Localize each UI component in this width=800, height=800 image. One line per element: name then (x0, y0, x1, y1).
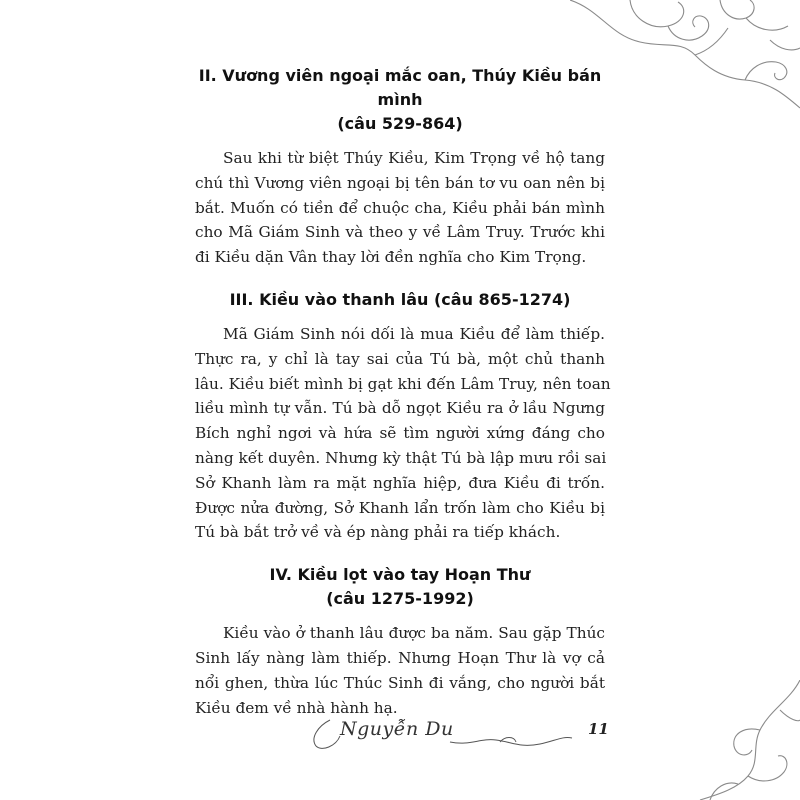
paragraph-line: Thực ra, y chỉ là tay sai của Tú bà, một chủ thanh (195, 349, 605, 368)
page-content (195, 64, 611, 720)
paragraph-line: cho Mã Giám Sinh và theo y về Lâm Truy. Trước khi (195, 223, 605, 242)
paragraph-line: Kiều vào ở thanh lâu được ba năm. Sau gặp Thúc (223, 624, 605, 643)
heading-line: II. Vương viên ngoại mắc oan, Thúy Kiều bán mình (198, 66, 602, 109)
paragraph-line: đi Kiều dặn Vân thay lời đền nghĩa cho Kim Trọng. (195, 248, 587, 267)
section-paragraph (195, 322, 611, 545)
heading-line: (câu 529-864) (337, 114, 463, 133)
paragraph-line: lâu. Kiều biết mình bị gạt khi đến Lâm Truy, nên toan (195, 374, 611, 393)
page-number: 11 (588, 720, 609, 738)
heading-line: IV. Kiều lọt vào tay Hoạn Thư (269, 565, 531, 585)
paragraph-line: liều mình tự vẫn. Tú bà dỗ ngọt Kiều ra ở lầu Ngưng (195, 399, 605, 418)
paragraph-line: bắt. Muốn có tiền để chuộc cha, Kiều phải bán mình (195, 198, 605, 217)
page-footer (300, 712, 620, 752)
paragraph-line: Sau khi từ biệt Thúy Kiều, Kim Trọng về hộ tang (223, 149, 605, 167)
section-heading (195, 288, 605, 312)
section-heading (195, 64, 605, 136)
section-paragraph (195, 146, 605, 270)
paragraph-line: chú thì Vương viên ngoại bị tên bán tơ vu oan nên bị (195, 173, 605, 192)
paragraph-line: nàng kết duyên. Nhưng kỳ thật Tú bà lập mưu rồi sai (195, 448, 607, 467)
section-heading (195, 563, 605, 611)
paragraph-line: Sinh lấy nàng làm thiếp. Nhưng Hoạn Thư là vợ cả (195, 648, 605, 667)
paragraph-line: Mã Giám Sinh nói dối là mua Kiều để làm thiếp. (223, 324, 605, 343)
author-signature: Nguyễn Du (340, 718, 454, 740)
section-paragraph (195, 621, 605, 720)
floral-corner-ornament-icon (620, 680, 800, 800)
paragraph-line: Được nửa đường, Sở Khanh lẩn trốn làm cho Kiều bị (195, 498, 605, 517)
paragraph-line: Sở Khanh làm ra mặt nghĩa hiệp, đưa Kiều đi trốn. (195, 473, 605, 492)
paragraph-line: Tú bà bắt trở về và ép nàng phải ra tiếp khách. (195, 523, 561, 542)
paragraph-line: Bích nghỉ ngơi và hứa sẽ tìm người xứng đáng cho (195, 424, 605, 443)
paragraph-line: Kiều đem về nhà hành hạ. (195, 698, 398, 717)
heading-line: III. Kiều vào thanh lâu (câu 865-1274) (229, 289, 571, 309)
heading-line: (câu 1275-1992) (326, 589, 474, 609)
paragraph-line: nổi ghen, thừa lúc Thúc Sinh đi vắng, cho người bắt (195, 673, 605, 692)
